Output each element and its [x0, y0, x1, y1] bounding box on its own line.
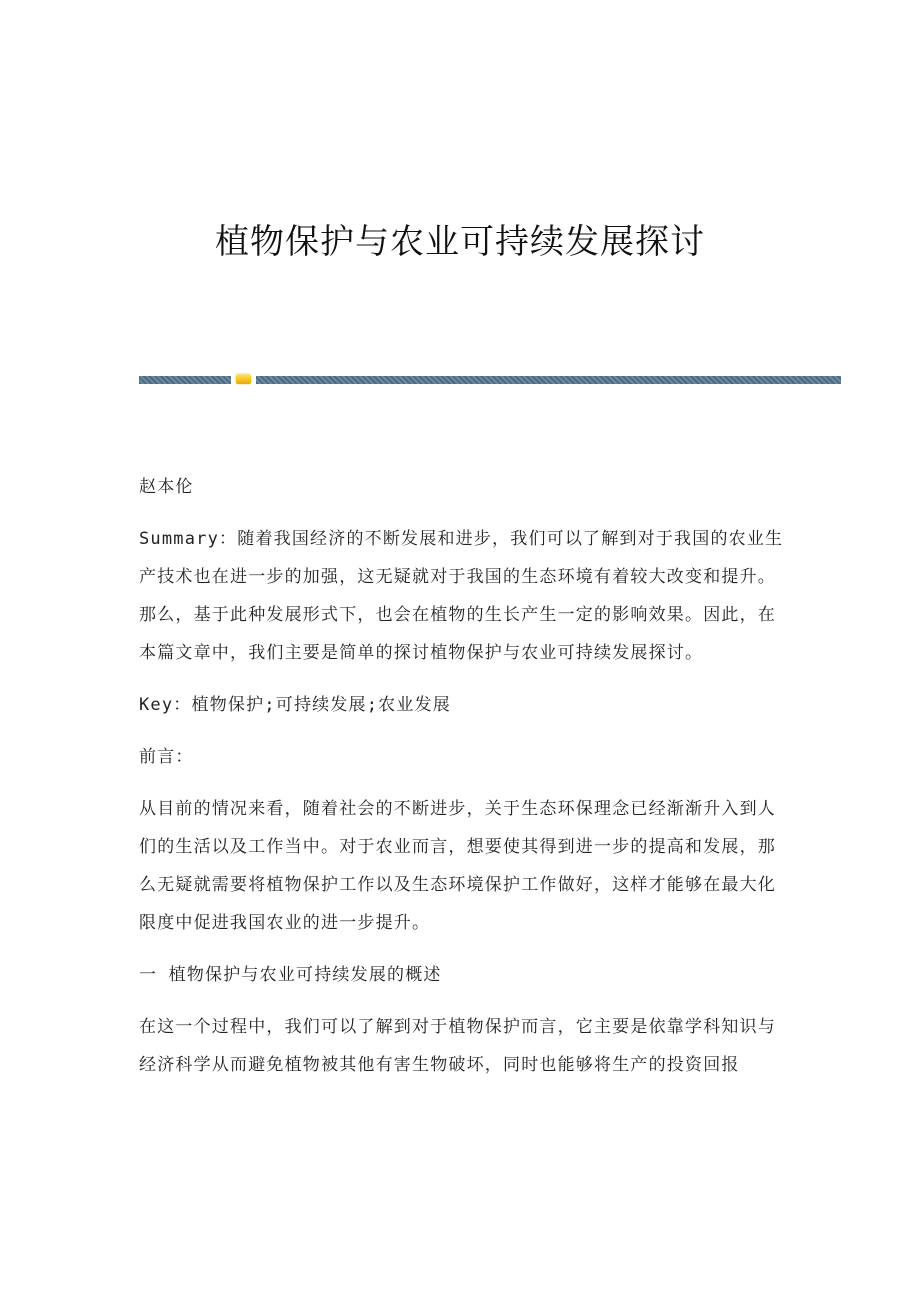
- preface-heading: 前言：: [139, 747, 194, 767]
- section-1-heading: 一 植物保护与农业可持续发展的概述: [139, 965, 442, 985]
- keywords-line: Key：植物保护;可持续发展;农业发展: [139, 695, 451, 715]
- preface-paragraph: 从目前的情况来看，随着社会的不断进步，关于生态环保理念已经渐渐升入到人们的生活以及工作当中。对于农业而言，想要使其得到进一步的提高和发展，那么无疑就需要将植物保护工作以及生态环境保护工作做好，这样才能够在最大化限度中促进我国农业的进一步提升。: [139, 799, 776, 933]
- divider-bar-right: [256, 376, 841, 384]
- document-title: 植物保护与农业可持续发展探讨: [215, 222, 705, 262]
- summary-paragraph: Summary：随着我国经济的不断发展和进步，我们可以了解到对于我国的农业生产技术也在进一步的加强，这无疑就对于我国的生态环境有着较大改变和提升。那么，基于此种发展形式下，也会在植物的生长产生一定的影响效果。因此，在本篇文章中，我们主要是简单的探讨植物保护与农业可持续发展探讨。: [139, 529, 784, 663]
- section-1-paragraph: 在这一个过程中，我们可以了解到对于植物保护而言，它主要是依靠学科知识与经济科学从而避免植物被其他有害生物破坏，同时也能够将生产的投资回报: [139, 1017, 776, 1075]
- title-divider: [139, 374, 841, 384]
- document-body: [139, 468, 789, 1098]
- author-name: 赵本伦: [139, 477, 194, 497]
- divider-ornament-icon: [236, 374, 251, 384]
- divider-bar-left: [139, 376, 231, 384]
